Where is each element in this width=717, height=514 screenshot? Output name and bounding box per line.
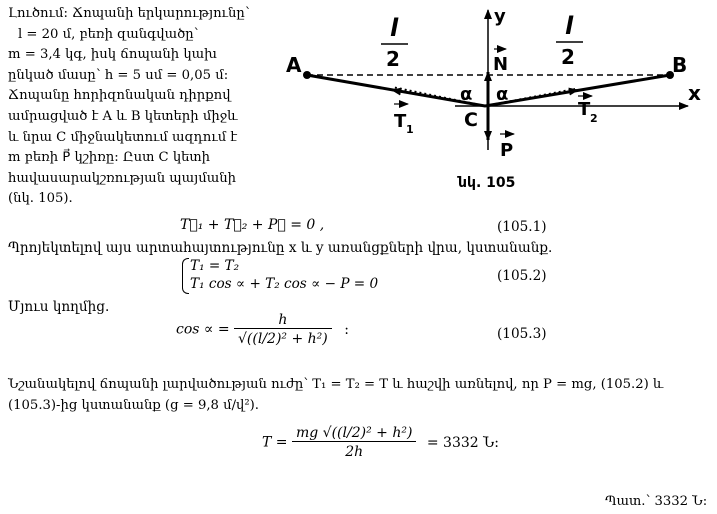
system-line-2: T₁ cos ∝ + T₂ cos ∝ − P = 0 — [190, 276, 379, 292]
system-line-1: T₁ = T₂ — [190, 258, 240, 274]
point-b-label: B — [672, 53, 688, 77]
system-brace — [182, 258, 189, 294]
final-equation: T = $\frac{\text{mg √((l/2)² + h²)}}{2h}$ = 3332 Ն: — [262, 425, 499, 460]
alpha-right-label: α — [496, 84, 509, 105]
svg-text:N: N — [493, 54, 509, 75]
intro-line: և նրա C միջնակետում ազդում է — [8, 129, 238, 145]
figure-caption: նկ. 105 — [458, 175, 516, 191]
equation-number-105-2: (105.2) — [497, 268, 547, 284]
svg-text:1: 1 — [406, 123, 414, 136]
equation-number-105-1: (105.1) — [497, 219, 547, 235]
notation-line-2: (105.3)-ից կստանանք (g = 9,8 մ/վ²). — [8, 398, 259, 413]
intro-line: l = 20 մ, բեռի զանգվածը՝ — [18, 26, 199, 42]
svg-text:P: P — [500, 140, 514, 161]
equation-105-3: cos ∝ = $\frac{h}{\text{√((l/2)² + h²)}}$ : — [176, 312, 349, 347]
other-side-text: Մյուս կողմից. — [8, 299, 110, 315]
intro-line: ամրացված է A և B կետերի միջև — [8, 108, 238, 124]
intro-line: Ճոպանը հորիզոնական դիրքով — [8, 88, 231, 104]
svg-text:2: 2 — [386, 47, 400, 71]
fraction-final: $\frac{\text{mg √((l/2)² + h²)}}{2h}$ — [292, 425, 416, 460]
x-axis-label: x — [688, 81, 701, 105]
svg-text:l: l — [565, 12, 574, 40]
half-length-left — [381, 14, 408, 71]
svg-text:2: 2 — [590, 112, 598, 125]
intro-line: հավասարակշռության պայմանի — [8, 170, 237, 186]
intro-line: (նկ. 105). — [8, 191, 73, 207]
projection-text: Պրոյեկտելով այս արտահայտությունը x և y առանցքների վրա, կստանանք. — [8, 240, 553, 256]
svg-text:2: 2 — [561, 45, 575, 69]
notation-line-1: Նշանակելով ճոպանի լարվածության ուժը՝ T₁ = T₂ = T և հաշվի առնելով, որ P = mg, (105.2) և — [8, 377, 664, 392]
t1-label — [394, 104, 414, 136]
intro-line: m բեռի P⃗ կշիռը: Ըստ C կետի — [8, 150, 211, 166]
answer-text: Պատ.՝ 3332 Ն: — [605, 494, 708, 509]
intro-paragraph — [8, 4, 280, 210]
half-length-right — [556, 12, 583, 69]
point-a — [303, 71, 311, 79]
svg-text:T: T — [578, 99, 591, 120]
rope-diagram — [280, 0, 717, 200]
y-axis-label: y — [494, 6, 506, 27]
svg-text:T: T — [394, 111, 407, 132]
fraction-105-3: $\frac{h}{\text{√((l/2)² + h²)}}$ — [234, 312, 332, 347]
equation-105-1: T⃗₁ + T⃗₂ + P⃗ = 0 , — [180, 217, 325, 233]
intro-line: m = 3,4 կգ, իսկ ճոպանի կախ — [8, 47, 217, 63]
intro-line: Լուծում: Ճոպանի երկարությունը՝ — [8, 6, 250, 21]
intro-line: ընկած մասը՝ h = 5 սմ = 0,05 մ: — [8, 67, 229, 83]
p-label — [500, 134, 514, 161]
point-a-label: A — [286, 53, 302, 77]
alpha-left-label: α — [460, 84, 473, 105]
n-label — [493, 49, 508, 75]
equation-number-105-3: (105.3) — [497, 326, 547, 342]
svg-text:l: l — [390, 14, 399, 42]
t2-label — [578, 96, 598, 125]
point-c-label: C — [464, 109, 478, 131]
